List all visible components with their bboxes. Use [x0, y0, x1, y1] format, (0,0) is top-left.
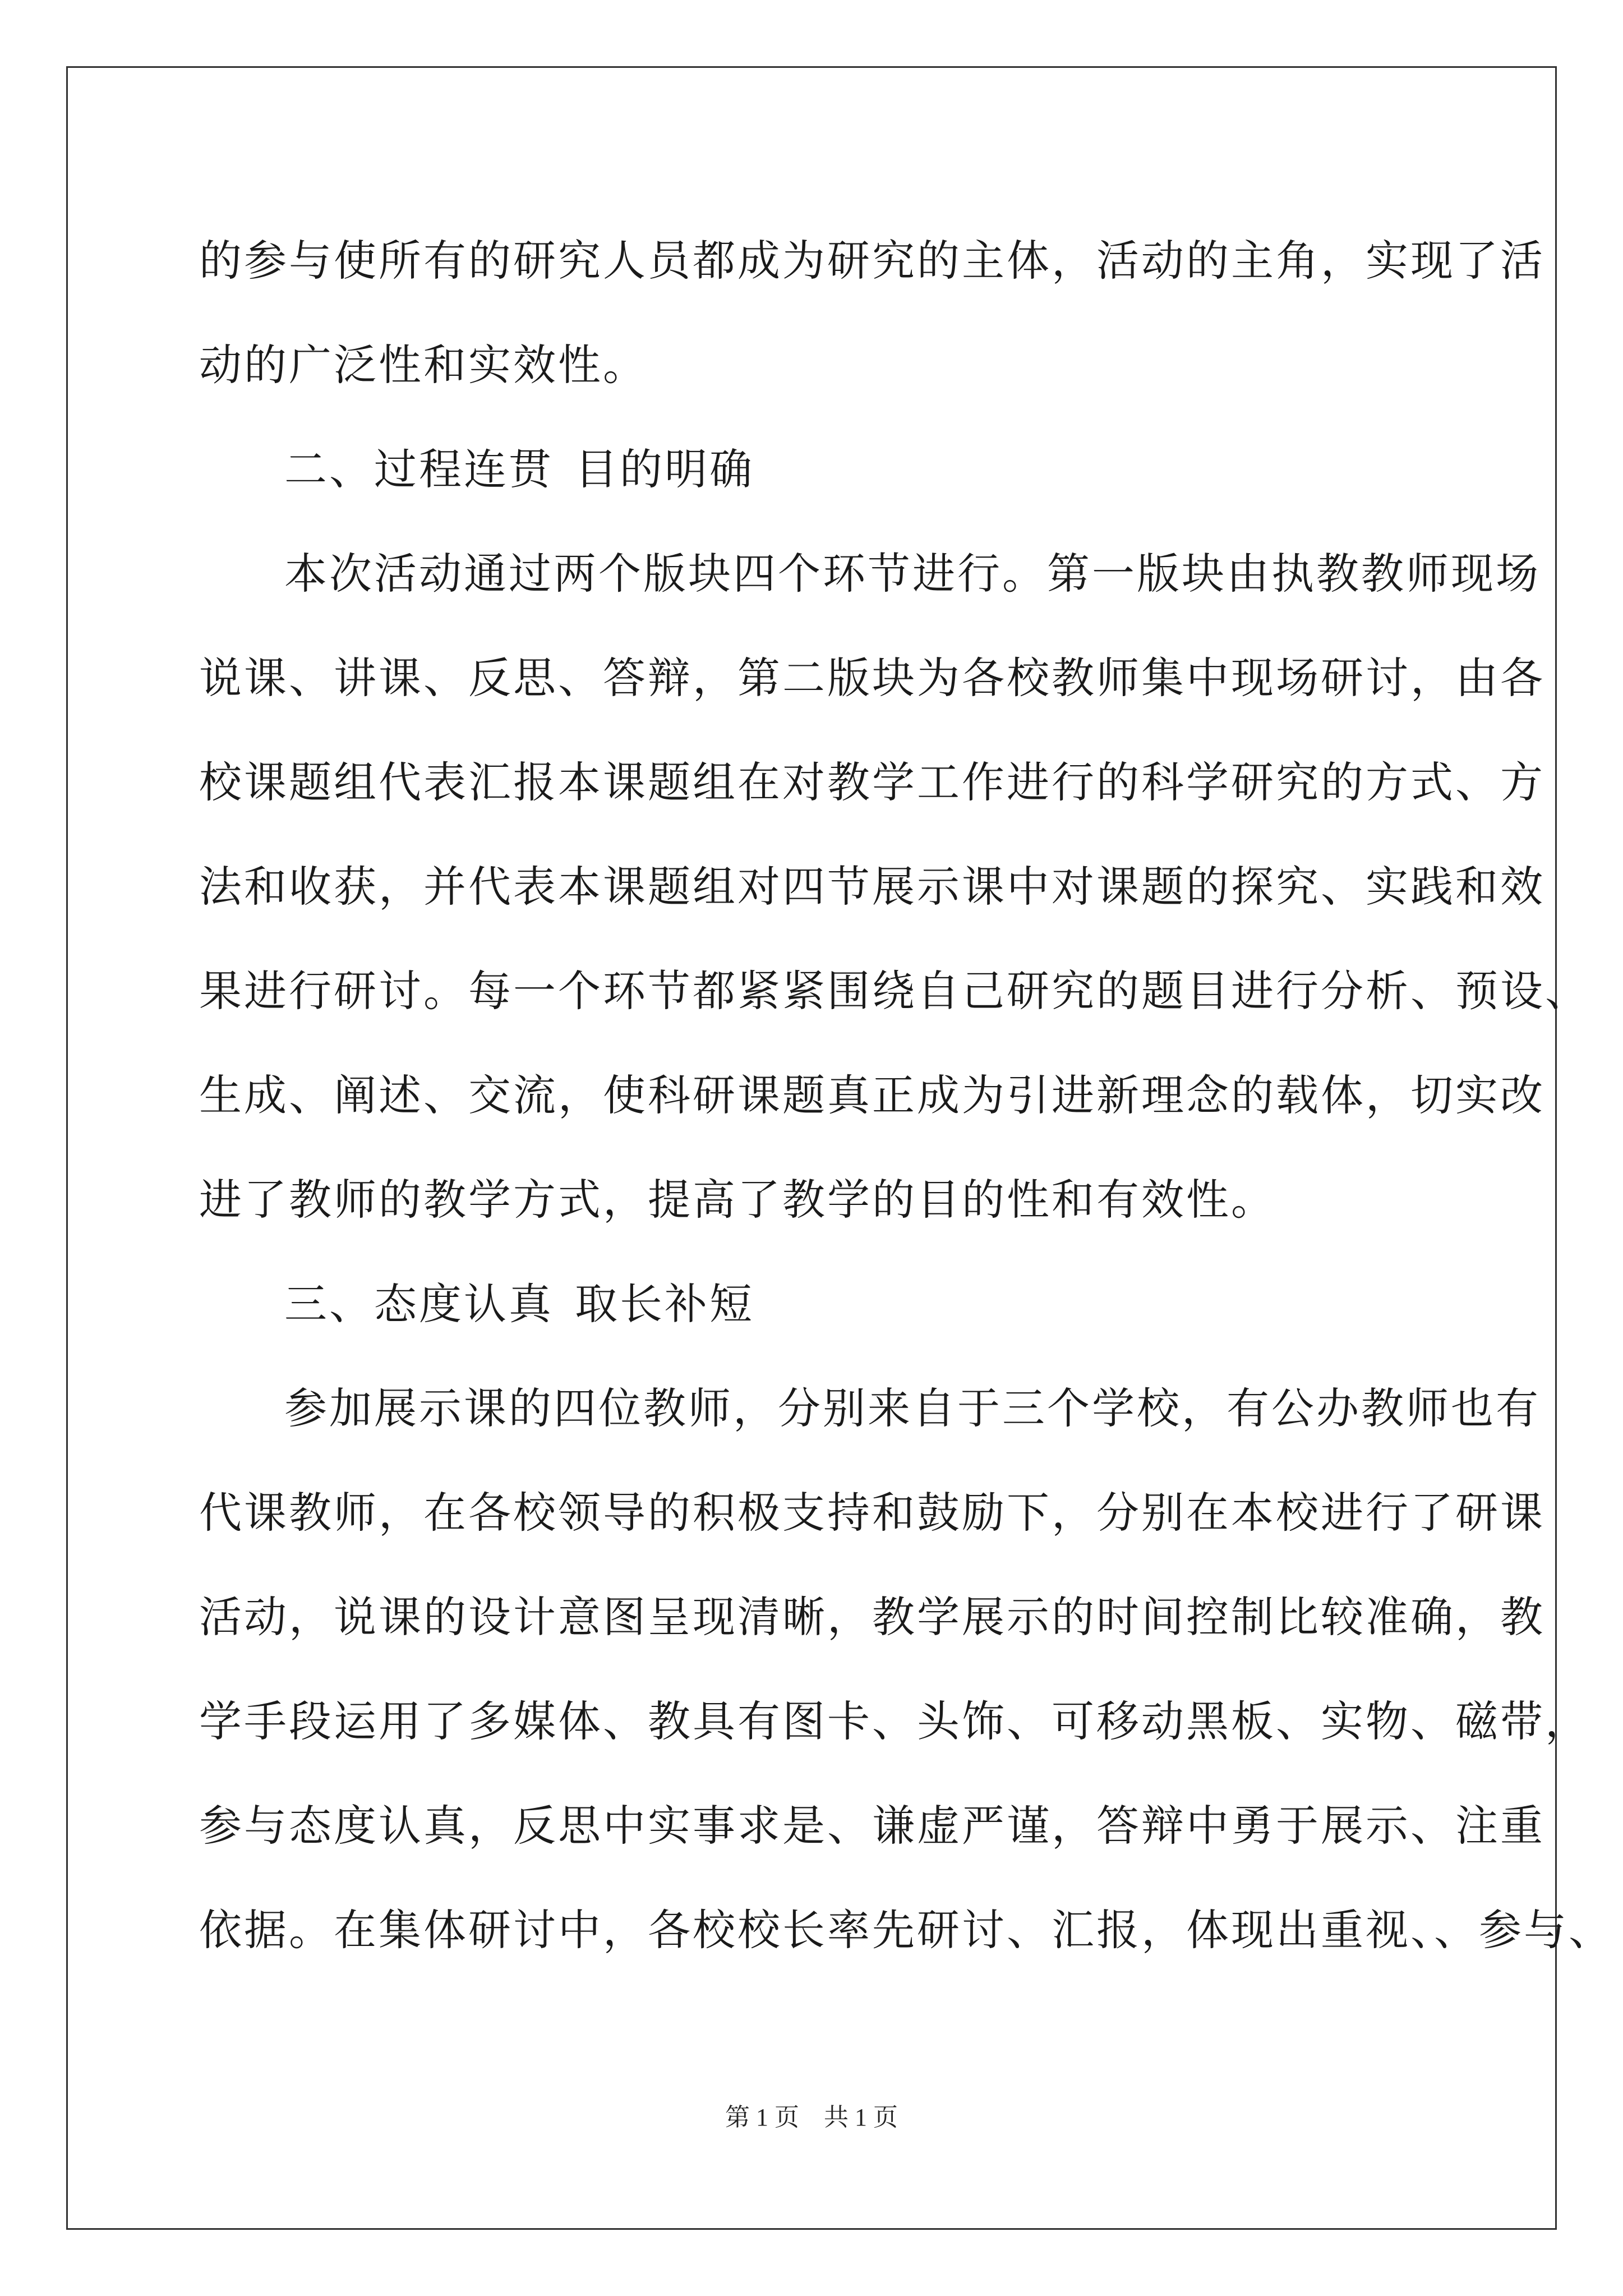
heading-text: 二、过程连贯 [284, 444, 554, 494]
body-line: 说课、讲课、反思、答辩，第二版块为各校教师集中现场研讨，由各 [199, 653, 1545, 703]
document-body [199, 209, 1613, 1982]
paragraph-first-line: 本次活动通过两个版块四个环节进行。第一版块由执教教师现场 [284, 549, 1541, 599]
body-line: 动的广泛性和实效性。 [199, 340, 648, 390]
heading-text: 目的明确 [575, 444, 754, 494]
body-line: 的参与使所有的研究人员都成为研究的主体，活动的主角，实现了活 [199, 236, 1545, 286]
section-heading-3 [199, 1252, 1444, 1356]
body-line: 进了教师的教学方式，提高了教学的目的性和有效性。 [199, 1175, 1276, 1225]
heading-text: 取长补短 [575, 1279, 754, 1329]
body-line: 参与态度认真，反思中实事求是、谦虚严谨，答辩中勇于展示、注重 [199, 1801, 1545, 1851]
body-line: 活动，说课的设计意图呈现清晰，教学展示的时间控制比较准确，教 [199, 1592, 1545, 1642]
body-line: 代课教师，在各校领导的积极支持和鼓励下，分别在本校进行了研课 [199, 1488, 1545, 1538]
body-line: 生成、阐述、交流，使科研课题真正成为引进新理念的载体，切实改 [199, 1070, 1545, 1120]
body-line: 校课题组代表汇报本课题组在对教学工作进行的科学研究的方式、方 [199, 757, 1545, 807]
page-footer: 第 1 页 共 1 页 [725, 2104, 898, 2131]
body-line: 果进行研讨。每一个环节都紧紧围绕自己研究的题目进行分析、预设、 [199, 966, 1590, 1016]
body-line: 依据。在集体研讨中，各校校长率先研讨、汇报，体现出重视、、参与、 [199, 1905, 1613, 1955]
section-heading-2 [199, 417, 1444, 522]
body-line: 法和收获，并代表本课题组对四节展示课中对课题的探究、实践和效 [199, 862, 1545, 912]
paragraph-first-line: 参加展示课的四位教师，分别来自于三个学校，有公办教师也有 [284, 1383, 1541, 1433]
heading-text: 三、态度认真 [284, 1279, 554, 1329]
body-line: 学手段运用了多媒体、教具有图卡、头饰、可移动黑板、实物、磁带， [199, 1696, 1590, 1746]
